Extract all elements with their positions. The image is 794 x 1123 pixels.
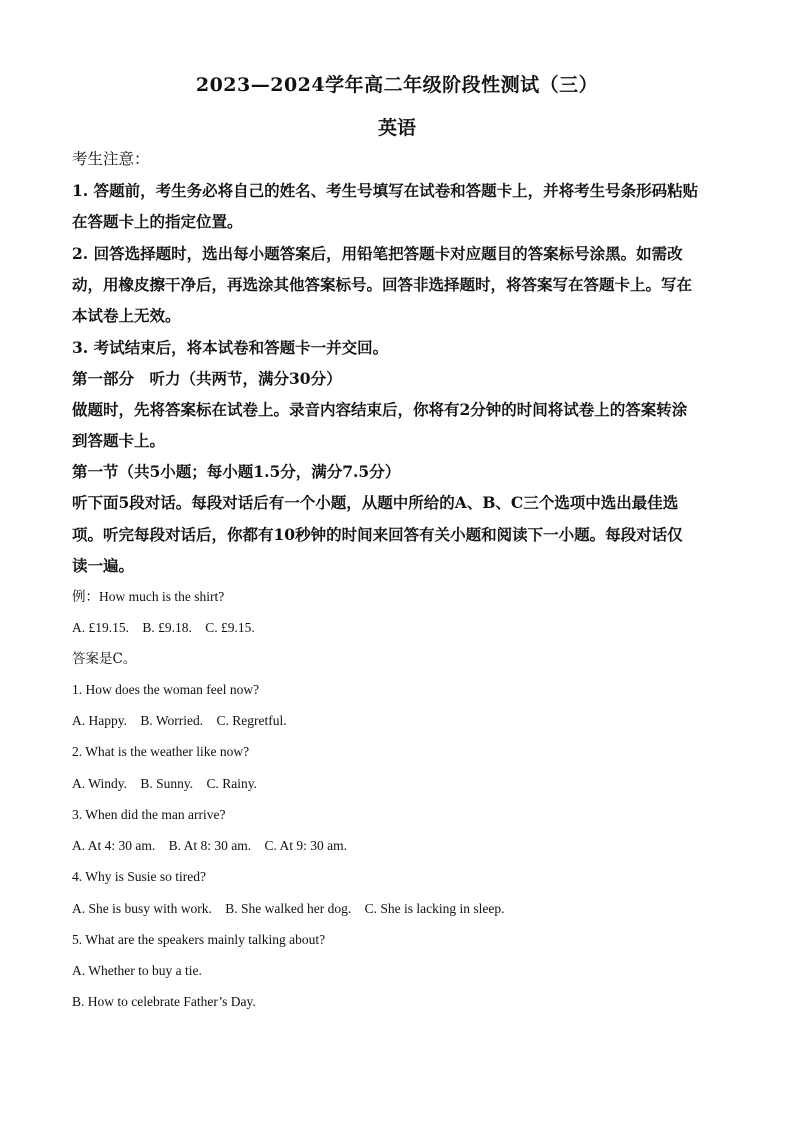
notice-item-2-line-3: 本试卷上无效。 [72,306,181,325]
section-1-heading: 第一节（共5小题；每小题1.5分，满分7.5分） [72,462,401,481]
question-5: 5. What are the speakers mainly talking about? [72,932,326,947]
question-4-options [72,900,514,918]
section-1-instruction-line-2: 项。听完每段对话后，你都有10秒钟的时间来回答有关小题和阅读下一小题。每段对话仅 [72,525,683,544]
question-5-option-a: A. Whether to buy a tie. [72,963,202,978]
part-1-instruction-line-2: 到答题卡上。 [72,431,166,450]
exam-title: 2023—2024学年高二年级阶段性测试（三） [195,74,599,96]
subject-title: 英语 [377,117,416,139]
notice-item-3: 3. 考试结束后，将本试卷和答题卡一并交回。 [72,338,389,357]
question-3: 3. When did the man arrive? [72,807,226,822]
question-2-option-a: A. Windy. [72,776,127,791]
notice-heading: 考生注意： [72,150,150,168]
question-2-options [72,775,267,793]
question-2-option-c: C. Rainy. [206,776,257,791]
question-4-option-b: B. She walked her dog. [225,901,352,916]
question-3-option-b: B. At 8: 30 am. [168,838,252,853]
part-1-heading: 第一部分 听力（共两节，满分30分） [72,369,342,388]
question-1-option-a: A. Happy. [72,713,127,728]
example-option-b: B. £9.18. [142,620,192,635]
example-options [72,619,265,637]
question-1-option-c: C. Regretful. [216,713,287,728]
question-5-option-b: B. How to celebrate Father’s Day. [72,994,256,1009]
question-2-option-b: B. Sunny. [140,776,194,791]
notice-item-1-line-1: 1. 答题前，考生务必将自己的姓名、考生号填写在试卷和答题卡上，并将考生号条形码粘贴 [72,181,699,200]
question-1-options [72,712,297,730]
notice-item-2-line-1: 2. 回答选择题时，选出每小题答案后，用铅笔把答题卡对应题目的答案标号涂黑。如需改 [72,244,683,263]
question-2: 2. What is the weather like now? [72,744,250,759]
question-3-option-c: C. At 9: 30 am. [264,838,348,853]
question-4-option-a: A. She is busy with work. [72,901,212,916]
section-1-instruction-line-3: 读一遍。 [72,556,135,575]
question-4: 4. Why is Susie so tired? [72,869,206,884]
question-3-options [72,837,357,855]
question-1: 1. How does the woman feel now? [72,682,260,697]
notice-item-2-line-2: 动，用橡皮擦干净后，再选涂其他答案标号。回答非选择题时，将答案写在答题卡上。写在 [72,275,693,294]
example-answer: 答案是C。 [72,651,137,667]
notice-item-1-line-2: 在答题卡上的指定位置。 [72,212,243,231]
example-option-a: A. £19.15. [72,620,129,635]
example-question: 例：How much is the shirt? [72,589,225,604]
section-1-instruction-line-1: 听下面5段对话。每段对话后有一个小题，从题中所给的A、B、C三个选项中选出最佳选 [72,493,679,512]
example-option-c: C. £9.15. [205,620,255,635]
question-3-option-a: A. At 4: 30 am. [72,838,156,853]
question-4-option-c: C. She is lacking in sleep. [364,901,505,916]
part-1-instruction-line-1: 做题时，先将答案标在试卷上。录音内容结束后，你将有2分钟的时间将试卷上的答案转涂 [72,400,688,419]
question-1-option-b: B. Worried. [140,713,204,728]
